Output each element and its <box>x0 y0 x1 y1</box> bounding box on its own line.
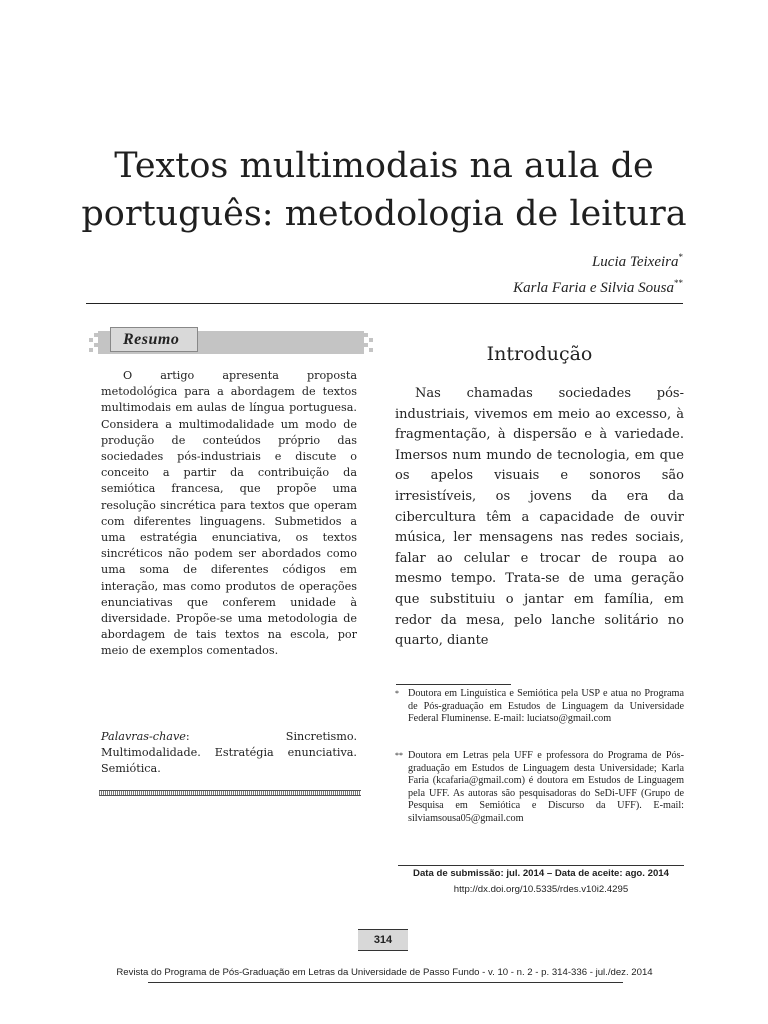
submission-divider <box>398 865 684 866</box>
keywords-text: Sincretismo. Multimodalidade. Estratégia enunciativa. Semiótica. <box>101 730 357 776</box>
author-1-footnote-mark: * <box>678 252 683 262</box>
footnote-1 <box>395 688 684 726</box>
page-number: 314 <box>373 934 393 946</box>
submission-dates-text: Data de submissão: jul. 2014 – Data de aceite: ago. 2014 <box>413 868 669 879</box>
abstract-label-bar <box>98 331 364 354</box>
abstract-bottom-rule <box>99 790 361 796</box>
header-divider <box>86 303 683 304</box>
decorative-dots-left <box>89 331 98 354</box>
footnote-1-text: Doutora em Linguística e Semiótica pela USP e atua no Programa de Pós-graduação em Estudos de Linguagem da Universidade Federal Fluminense. E-mail: luciatso@gmail.com <box>408 688 684 725</box>
authors-block <box>513 247 683 299</box>
author-1-name: Lucia Teixeira <box>591 254 679 270</box>
footnote-2-mark: ** <box>395 751 403 760</box>
section-heading-introduction: Introdução <box>486 343 593 365</box>
abstract-body <box>101 368 357 660</box>
footnote-2-text: Doutora em Letras pela UFF e professora do Programa de Pós-graduação em Estudos de Linguagem desta Universidade; Karla Faria (kcafaria@gmail.com) é doutora em Estudos de Linguagem pela UFF. As autoras são pesquisadoras do SeDi-UFF (Grupo de Pesquisa em Semiótica e Discurso da UFF). E-mail: silviamsousa05@gmail.com <box>408 750 684 824</box>
journal-footer-rule <box>148 982 623 983</box>
footnote-divider <box>396 684 511 685</box>
introduction-body <box>395 384 684 652</box>
article-title-line-1: Textos multimodais na aula de <box>114 146 654 186</box>
abstract-label: Resumo <box>110 327 198 352</box>
keywords-label: Palavras-chave <box>101 730 186 743</box>
footnote-2 <box>395 750 684 826</box>
journal-footer: Revista do Programa de Pós-Graduação em Letras da Universidade de Passo Fundo - v. 10 - n. 2 - p. 314-336 - jul./dez. 2014 <box>116 967 653 978</box>
author-2-footnote-mark: ** <box>674 278 683 288</box>
author-line-1 <box>513 247 683 273</box>
abstract-text: O artigo apresenta proposta metodológica para a abordagem de textos multimodais em aulas de língua portuguesa. Considera a multimodalidade um modo de produção de conteúdos próprio das sociedades pós-industriais e discute o conceito a partir da contribuição da semiótica francesa, que propõe uma resolução sincrética para textos que operam com diferentes linguagens. Submetidos a uma estratégia enunciativa, os textos sincréticos não podem ser abordados como uma soma de diferentes códigos em interação, mas como produtos de operações enunciativas que conferem unidade à diversidade. Propõe-se uma metodologia de abordagem de tais textos na escola, por meio de exemplos comentados. <box>101 369 357 658</box>
footnote-1-mark: * <box>395 689 399 698</box>
submission-dates <box>398 867 684 880</box>
page-number-box <box>358 929 408 951</box>
decorative-dots-right <box>364 331 373 354</box>
keywords-paragraph: Palavras-chave: Sincretismo. Multimodalidade. Estratégia enunciativa. Semiótica. <box>101 730 357 776</box>
doi-link[interactable]: http://dx.doi.org/10.5335/rdes.v10i2.4295 <box>453 884 629 895</box>
introduction-paragraph: Nas chamadas sociedades pós-industriais, vivemos em meio ao excesso, à fragmentação, à dispersão e à variedade. Imersos num mundo de tecnologia, em que os apelos visuais e sonoros são irresistíveis, os jovens da era da cibercultura têm a capacidade de ouvir música, ler mensagens nas redes sociais, falar ao celular e trocar de roupa ao mesmo tempo. Trata-se de uma geração que substituiu o jantar em família, em redor da mesa, pelo lanche solitário no quarto, diante <box>395 386 684 649</box>
author-line-2 <box>513 273 683 299</box>
author-2-names: Karla Faria e Silvia Sousa <box>513 280 674 296</box>
article-title-line-2: português: metodologia de leitura <box>81 194 687 234</box>
article-title <box>0 142 768 238</box>
